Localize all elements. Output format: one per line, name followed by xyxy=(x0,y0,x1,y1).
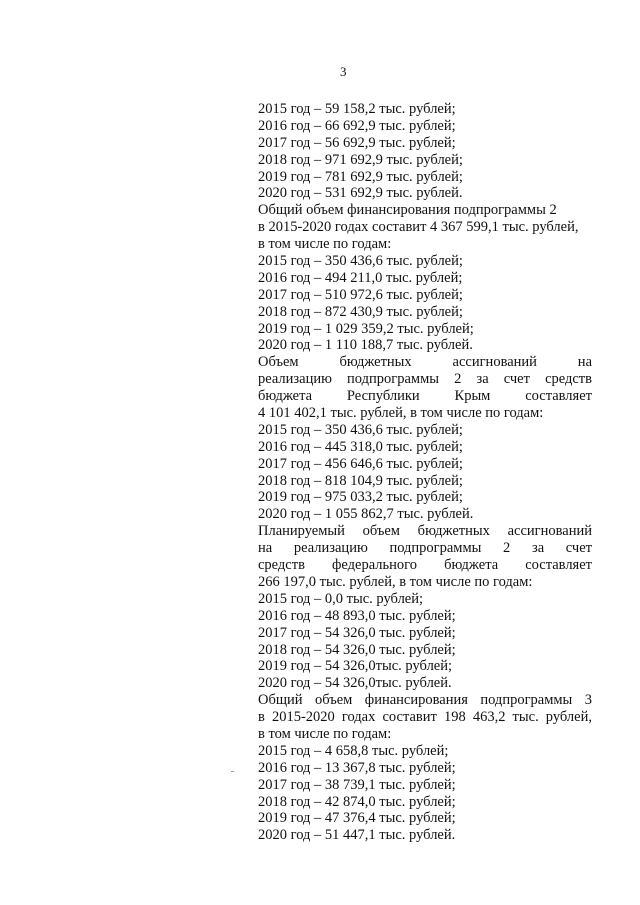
funding-line-2016: 2016 год – 66 692,9 тыс. рублей; xyxy=(258,117,456,134)
funding-line-2018: 2018 год – 42 874,0 тыс. рублей; xyxy=(258,793,456,810)
federal-budget-allocations-subprogram-2 xyxy=(258,523,592,692)
crimea-budget-allocations-subprogram-2 xyxy=(258,354,592,523)
funding-line-2018: 2018 год – 971 692,9 тыс. рублей; xyxy=(258,151,463,168)
paragraph-line: в 2015-2020 годах составит 4 367 599,1 тыс. рублей, xyxy=(258,219,579,236)
paragraph-line: на реализацию подпрограммы 2 за счет xyxy=(258,540,592,557)
funding-line-2017: 2017 год – 56 692,9 тыс. рублей; xyxy=(258,134,456,151)
funding-line-2015: 2015 год – 0,0 тыс. рублей; xyxy=(258,590,424,607)
funding-line-2018: 2018 год – 54 326,0 тыс. рублей; xyxy=(258,641,456,658)
paragraph-line: Объем бюджетных ассигнований на xyxy=(258,354,592,371)
scan-mark xyxy=(231,771,234,772)
funding-line-2020: 2020 год – 51 447,1 тыс. рублей. xyxy=(258,827,456,844)
funding-line-2016: 2016 год – 445 318,0 тыс. рублей; xyxy=(258,438,463,455)
paragraph-line: Планируемый объем бюджетных ассигнований xyxy=(258,523,592,540)
total-financing-subprogram-3 xyxy=(258,692,592,844)
paragraph-line: Общий объем финансирования подпрограммы 3 xyxy=(258,692,592,709)
funding-line-2020: 2020 год – 1 110 188,7 тыс. рублей. xyxy=(258,337,473,354)
funding-line-2015: 2015 год – 350 436,6 тыс. рублей; xyxy=(258,421,463,438)
funding-line-2016: 2016 год – 48 893,0 тыс. рублей; xyxy=(258,607,456,624)
page-number: 3 xyxy=(340,64,347,79)
funding-line-2019: 2019 год – 781 692,9 тыс. рублей; xyxy=(258,168,463,185)
funding-line-2020: 2020 год – 531 692,9 тыс. рублей. xyxy=(258,185,463,202)
funding-line-2018: 2018 год – 872 430,9 тыс. рублей; xyxy=(258,303,463,320)
funding-line-2015: 2015 год – 350 436,6 тыс. рублей; xyxy=(258,253,463,270)
paragraph-line: средств федерального бюджета составляет xyxy=(258,557,592,574)
funding-line-2015: 2015 год – 59 158,2 тыс. рублей; xyxy=(258,101,456,117)
funding-line-2017: 2017 год – 456 646,6 тыс. рублей; xyxy=(258,455,463,472)
funding-line-2016: 2016 год – 494 211,0 тыс. рублей; xyxy=(258,269,463,286)
funding-line-2020: 2020 год – 54 326,0тыс. рублей. xyxy=(258,675,452,692)
funding-line-2019: 2019 год – 975 033,2 тыс. рублей; xyxy=(258,489,463,506)
funding-line-2017: 2017 год – 510 972,6 тыс. рублей; xyxy=(258,286,463,303)
paragraph-line: в том числе по годам: xyxy=(258,725,392,742)
funding-line-2019: 2019 год – 54 326,0тыс. рублей; xyxy=(258,658,453,675)
funding-line-2018: 2018 год – 818 104,9 тыс. рублей; xyxy=(258,472,463,489)
funding-line-2020: 2020 год – 1 055 862,7 тыс. рублей. xyxy=(258,506,474,523)
paragraph-line: в том числе по годам: xyxy=(258,236,392,253)
funding-line-2016: 2016 год – 13 367,8 тыс. рублей; xyxy=(258,759,456,776)
paragraph-line: 266 197,0 тыс. рублей, в том числе по годам: xyxy=(258,573,533,590)
paragraph-line: Общий объем финансирования подпрограммы 2 xyxy=(258,202,557,219)
funding-line-2019: 2019 год – 1 029 359,2 тыс. рублей; xyxy=(258,320,474,337)
paragraph-line: в 2015-2020 годах составит 198 463,2 тыс. рублей, xyxy=(258,709,592,726)
funding-line-2019: 2019 год – 47 376,4 тыс. рублей; xyxy=(258,810,456,827)
total-financing-subprogram-2 xyxy=(258,202,592,354)
document-body xyxy=(258,101,592,844)
funding-list-subprogram-1 xyxy=(258,101,592,202)
paragraph-line: реализацию подпрограммы 2 за счет средств xyxy=(258,371,592,388)
paragraph-line: бюджета Республики Крым составляет xyxy=(258,388,592,405)
paragraph-line: 4 101 402,1 тыс. рублей, в том числе по годам: xyxy=(258,405,544,422)
funding-line-2015: 2015 год – 4 658,8 тыс. рублей; xyxy=(258,742,449,759)
funding-line-2017: 2017 год – 38 739,1 тыс. рублей; xyxy=(258,776,456,793)
funding-line-2017: 2017 год – 54 326,0 тыс. рублей; xyxy=(258,624,456,641)
